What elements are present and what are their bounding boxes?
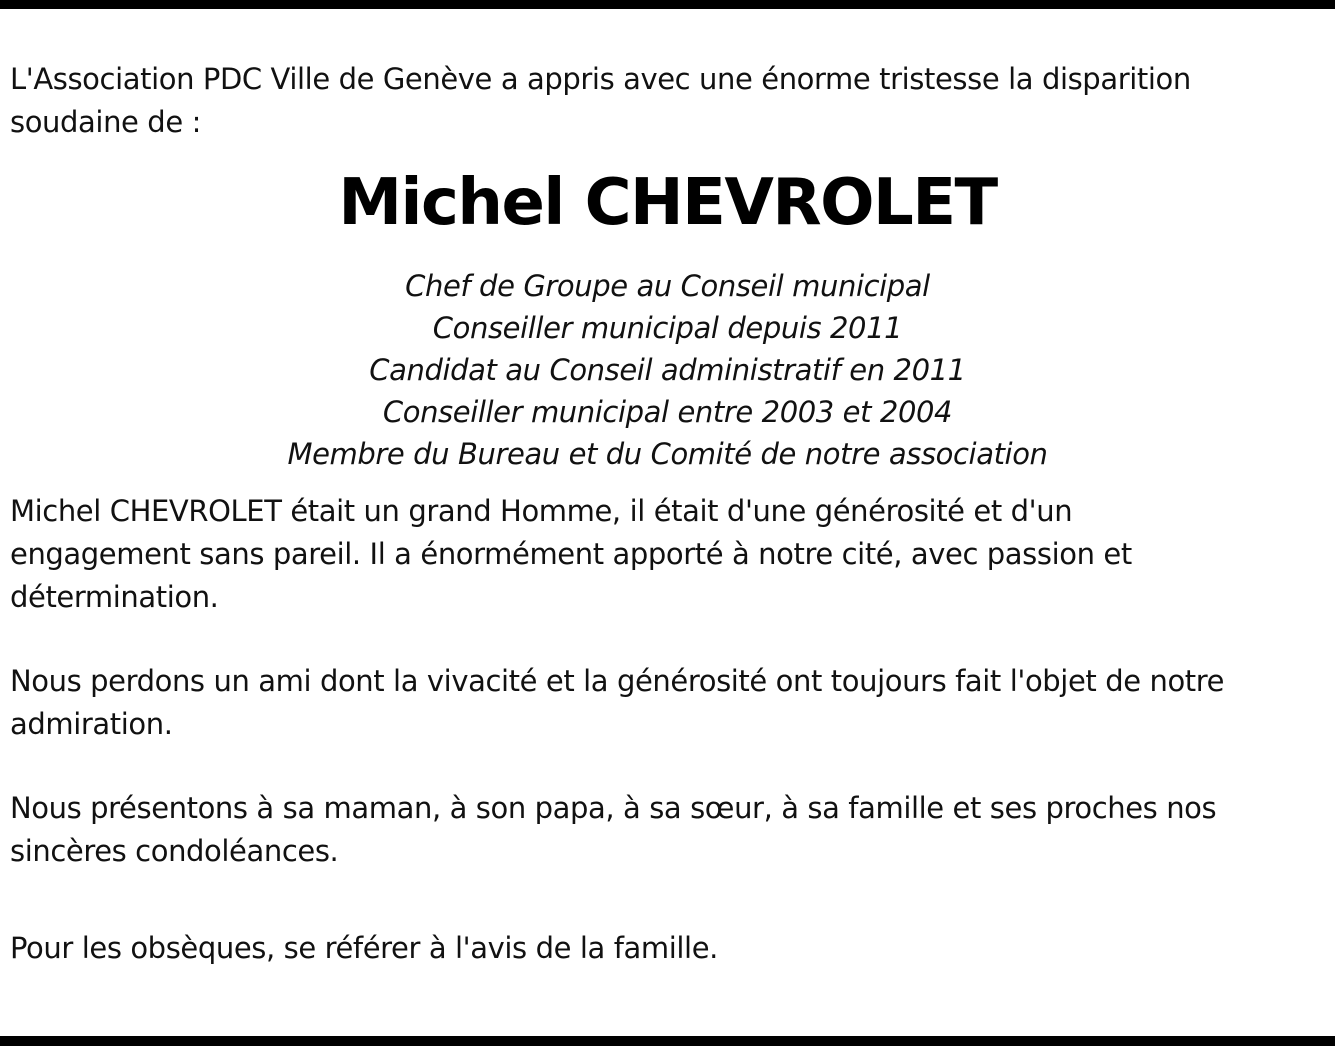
top-border-rule — [0, 0, 1335, 9]
condolences-paragraph: Nous présentons à sa maman, à son papa, à sa sœur, à sa famille et ses proches nos sincères condoléances. — [10, 791, 1217, 868]
title-line: Candidat au Conseil administratif en 2011 — [369, 353, 966, 387]
tribute-paragraph: Michel CHEVROLET était un grand Homme, il était d'une générosité et d'un engagement sans pareil. Il a énormément apporté à notre cité, avec passion et détermination. — [10, 494, 1132, 614]
deceased-name: Michel CHEVROLET — [338, 166, 997, 240]
funeral-note: Pour les obsèques, se référer à l'avis de la famille. — [10, 931, 718, 965]
title-line: Conseiller municipal entre 2003 et 2004 — [382, 395, 953, 429]
title-line: Conseiller municipal depuis 2011 — [432, 311, 903, 345]
title-line: Membre du Bureau et du Comité de notre association — [287, 437, 1048, 471]
intro-text: L'Association PDC Ville de Genève a appris avec une énorme tristesse la disparition soudaine de : — [10, 62, 1191, 139]
titles-list — [0, 265, 1335, 475]
bottom-border-rule — [0, 1036, 1335, 1046]
title-line: Chef de Groupe au Conseil municipal — [405, 269, 930, 303]
friendship-paragraph: Nous perdons un ami dont la vivacité et la générosité ont toujours fait l'objet de notre admiration. — [10, 664, 1225, 741]
